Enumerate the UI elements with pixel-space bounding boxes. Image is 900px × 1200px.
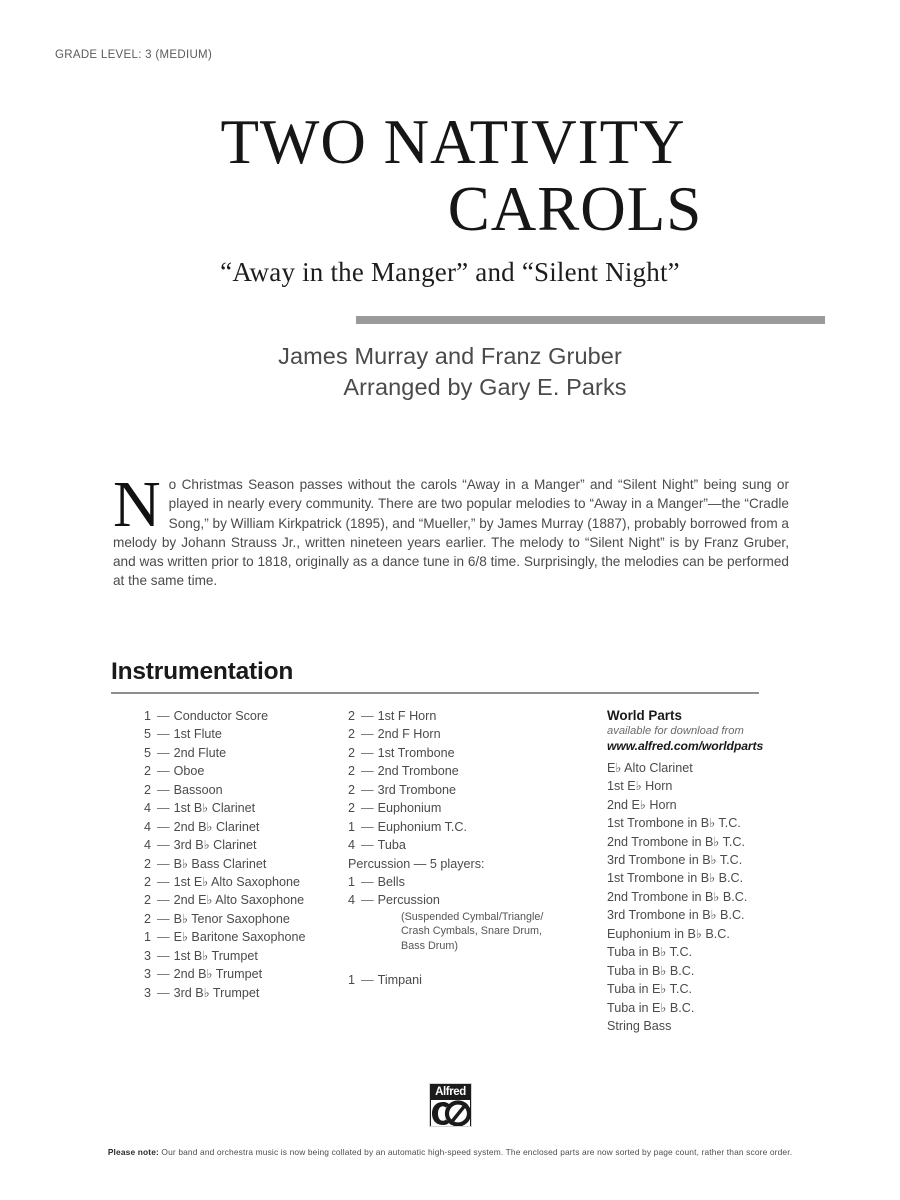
instrumentation-item xyxy=(144,725,374,743)
world-parts-title: World Parts xyxy=(607,708,682,723)
instrumentation-item-name: Tuba xyxy=(377,838,406,853)
footer-note-text: Our band and orchestra music is now being collated by an automatic high-speed system. The enclosed parts are now sorted by page count, rather than score order. xyxy=(158,1147,793,1157)
world-parts-item: Euphonium in B♭ B.C. xyxy=(607,926,730,941)
world-parts-list xyxy=(607,759,817,1036)
instrumentation-item-name: 2nd B♭ Clarinet xyxy=(173,819,260,834)
world-parts-item: Tuba in B♭ B.C. xyxy=(607,963,695,978)
instrumentation-item xyxy=(144,873,374,891)
instrumentation-item-dash: — xyxy=(157,727,170,742)
world-parts-item: 1st Trombone in B♭ T.C. xyxy=(607,816,741,831)
instrumentation-item xyxy=(144,781,374,799)
instrumentation-item-dash: — xyxy=(361,973,374,988)
instrumentation-item xyxy=(144,891,374,909)
instrumentation-item-dash: — xyxy=(361,745,374,760)
world-parts-item: Tuba in B♭ T.C. xyxy=(607,945,693,960)
title-block xyxy=(0,107,900,288)
instrumentation-item-name: E♭ Baritone Saxophone xyxy=(173,930,306,945)
instrumentation-column-2 xyxy=(348,707,578,990)
instrumentation-item-name: 1st B♭ Clarinet xyxy=(173,801,256,816)
world-parts-item: 1st E♭ Horn xyxy=(607,779,673,794)
instrumentation-item-qty: 2 xyxy=(144,911,152,926)
footer-note-label: Please note: xyxy=(107,1147,159,1157)
instrumentation-item-qty: 1 xyxy=(144,930,152,945)
instrumentation-item-name: 3rd B♭ Trumpet xyxy=(173,985,260,1000)
instrumentation-item xyxy=(144,928,374,946)
instrumentation-item-name: 1st Flute xyxy=(173,727,222,742)
drop-cap: N xyxy=(113,468,161,541)
instrumentation-item xyxy=(144,744,374,762)
alfred-wordmark: Alfred xyxy=(435,1086,466,1098)
instrumentation-item-name: Bassoon xyxy=(173,782,223,797)
program-notes xyxy=(113,468,789,591)
alfred-logo xyxy=(429,1083,472,1127)
instrumentation-item-qty: 2 xyxy=(144,782,152,797)
instrumentation-item-dash: — xyxy=(157,856,170,871)
instrumentation-item xyxy=(144,707,374,725)
instrumentation-item-qty: 2 xyxy=(348,764,356,779)
instrumentation-item xyxy=(348,781,578,799)
instrumentation-item xyxy=(348,799,578,817)
instrumentation-item-qty: 2 xyxy=(348,782,356,797)
instrumentation-item-dash: — xyxy=(361,801,374,816)
instrumentation-item xyxy=(348,725,578,743)
instrumentation-item-name: Oboe xyxy=(173,764,205,779)
instrumentation-item-qty: 2 xyxy=(348,745,356,760)
instrumentation-divider xyxy=(111,692,759,694)
instrumentation-item-dash: — xyxy=(157,709,170,723)
world-parts-item: 2nd E♭ Horn xyxy=(607,797,677,812)
instrumentation-item-name: Conductor Score xyxy=(173,709,269,723)
instrumentation-item-dash: — xyxy=(361,819,374,834)
instrumentation-item-qty: 2 xyxy=(144,893,152,908)
instrumentation-item xyxy=(348,707,578,725)
instrumentation-item-name: Timpani xyxy=(377,973,422,988)
arranger-credit: Arranged by Gary E. Parks xyxy=(343,374,627,401)
instrumentation-item-dash: — xyxy=(157,838,170,853)
instrumentation-item-name: 3rd Trombone xyxy=(377,782,456,797)
percussion-detail-line: Crash Cymbals, Snare Drum, xyxy=(401,925,542,938)
instrumentation-item-qty: 3 xyxy=(144,948,152,963)
instrumentation-item-name: 1st B♭ Trumpet xyxy=(173,948,258,963)
instrumentation-item xyxy=(348,891,578,909)
instrumentation-item xyxy=(144,799,374,817)
instrumentation-item-name: Euphonium T.C. xyxy=(377,819,467,834)
instrumentation-item-dash: — xyxy=(361,874,374,889)
instrumentation-item xyxy=(144,965,374,983)
instrumentation-item-dash: — xyxy=(157,801,170,816)
instrumentation-item xyxy=(144,818,374,836)
instrumentation-item-qty: 4 xyxy=(348,838,356,853)
instrumentation-item-name: B♭ Tenor Saxophone xyxy=(173,911,290,926)
instrumentation-item-dash: — xyxy=(157,893,170,908)
instrumentation-item-qty: 4 xyxy=(144,819,152,834)
instrumentation-item xyxy=(348,873,578,891)
instrumentation-item-name: 1st E♭ Alto Saxophone xyxy=(173,874,300,889)
instrumentation-item-qty: 2 xyxy=(144,764,152,779)
percussion-detail-line: (Suspended Cymbal/Triangle/ xyxy=(401,910,544,923)
world-parts-item: E♭ Alto Clarinet xyxy=(607,760,693,775)
instrumentation-item-name: Euphonium xyxy=(377,801,442,816)
instrumentation-item-name: 2nd E♭ Alto Saxophone xyxy=(173,893,305,908)
page-title-line-1: TWO NATIVITY xyxy=(220,107,686,177)
world-parts-item: Tuba in E♭ B.C. xyxy=(607,1000,695,1015)
world-parts-item: 1st Trombone in B♭ B.C. xyxy=(607,871,744,886)
percussion-detail-line: Bass Drum) xyxy=(401,939,458,952)
instrumentation-item-dash: — xyxy=(361,727,374,742)
instrumentation-item-qty: 5 xyxy=(144,745,152,760)
instrumentation-item-dash: — xyxy=(361,782,374,797)
instrumentation-item-dash: — xyxy=(157,764,170,779)
footer-note xyxy=(0,1147,900,1157)
instrumentation-item-name: Percussion xyxy=(377,893,440,908)
world-parts-item: 2nd Trombone in B♭ B.C. xyxy=(607,889,748,904)
composer-credit: James Murray and Franz Gruber xyxy=(278,343,622,369)
instrumentation-item-dash: — xyxy=(157,782,170,797)
instrumentation-item-qty: 2 xyxy=(144,874,152,889)
instrumentation-item xyxy=(348,744,578,762)
instrumentation-item-qty: 4 xyxy=(348,893,356,908)
instrumentation-item xyxy=(144,762,374,780)
program-notes-body: o Christmas Season passes without the carols “Away in a Manger” and “Silent Night” being sung or played in nearly every community. There are two popular melodies to “Away in a Manger”—the “Cradle Song,” by William Kirkpatrick (1895), and “Mueller,” by James Murray (1887), probably borrowed from a melody by Johann Strauss Jr., written nineteen years earlier. The melody to “Silent Night” is by Franz Gruber, and was written prior to 1818, originally as a dance tune in 6/8 time. Surprisingly, the melodies can be performed at the same time. xyxy=(113,477,789,589)
world-parts-item: String Bass xyxy=(607,1018,672,1033)
instrumentation-item-name: 1st F Horn xyxy=(377,709,437,723)
instrumentation-item xyxy=(348,836,578,854)
instrumentation-column-1 xyxy=(144,707,374,1002)
instrumentation-item-name: 3rd B♭ Clarinet xyxy=(173,838,257,853)
instrumentation-item-qty: 1 xyxy=(144,709,152,723)
instrumentation-item-qty: 2 xyxy=(348,801,356,816)
grade-level-label: GRADE LEVEL: 3 (MEDIUM) xyxy=(55,49,213,61)
instrumentation-item-dash: — xyxy=(157,948,170,963)
instrumentation-item-name: B♭ Bass Clarinet xyxy=(173,856,267,871)
world-parts-column xyxy=(607,707,817,1035)
title-divider-bar xyxy=(356,316,825,324)
instrumentation-item-qty: 2 xyxy=(144,856,152,871)
instrumentation-item-dash: — xyxy=(361,709,374,723)
instrumentation-item-name: 2nd B♭ Trumpet xyxy=(173,967,263,982)
page-subtitle: “Away in the Manger” and “Silent Night” xyxy=(220,257,680,288)
world-parts-item: 3rd Trombone in B♭ T.C. xyxy=(607,853,743,868)
instrumentation-item-dash: — xyxy=(157,819,170,834)
instrumentation-item-qty: 3 xyxy=(144,967,152,982)
world-parts-item: 3rd Trombone in B♭ B.C. xyxy=(607,908,745,923)
instrumentation-item-qty: 1 xyxy=(348,973,356,988)
instrumentation-item-qty: 5 xyxy=(144,727,152,742)
instrumentation-item-name: 2nd F Horn xyxy=(377,727,441,742)
instrumentation-item-qty: 3 xyxy=(144,985,152,1000)
percussion-header: Percussion — 5 players: xyxy=(348,856,485,871)
instrumentation-item-name: 2nd Trombone xyxy=(377,764,459,779)
instrumentation-item xyxy=(144,836,374,854)
world-parts-availability: available for download from xyxy=(607,725,744,738)
instrumentation-item xyxy=(144,947,374,965)
world-parts-item: 2nd Trombone in B♭ T.C. xyxy=(607,834,746,849)
instrumentation-item-qty: 2 xyxy=(348,727,356,742)
instrumentation-item-qty: 4 xyxy=(144,838,152,853)
alfred-monogram-icon xyxy=(431,1100,470,1126)
instrumentation-item xyxy=(348,818,578,836)
instrumentation-item-qty: 1 xyxy=(348,874,356,889)
instrumentation-item-dash: — xyxy=(157,911,170,926)
instrumentation-item-dash: — xyxy=(157,874,170,889)
instrumentation-item xyxy=(348,971,578,989)
instrumentation-item-dash: — xyxy=(157,930,170,945)
world-parts-url[interactable]: www.alfred.com/worldparts xyxy=(607,738,764,753)
instrumentation-item-name: 1st Trombone xyxy=(377,745,455,760)
instrumentation-item-qty: 1 xyxy=(348,819,356,834)
world-parts-item: Tuba in E♭ T.C. xyxy=(607,982,693,997)
list-spacer xyxy=(348,953,578,971)
instrumentation-item xyxy=(348,762,578,780)
instrumentation-item-dash: — xyxy=(361,764,374,779)
instrumentation-item-dash: — xyxy=(157,985,170,1000)
instrumentation-item xyxy=(144,910,374,928)
page-title-line-2: CAROLS xyxy=(447,174,703,245)
instrumentation-item-dash: — xyxy=(361,893,374,908)
instrumentation-heading: Instrumentation xyxy=(111,658,294,685)
instrumentation-item-dash: — xyxy=(157,745,170,760)
instrumentation-item xyxy=(144,855,374,873)
instrumentation-item-dash: — xyxy=(361,838,374,853)
instrumentation-item-qty: 2 xyxy=(348,709,356,723)
instrumentation-item xyxy=(144,984,374,1002)
credits-block xyxy=(0,341,900,404)
instrumentation-item-qty: 4 xyxy=(144,801,152,816)
instrumentation-item-name: 2nd Flute xyxy=(173,745,227,760)
instrumentation-item-dash: — xyxy=(157,967,170,982)
instrumentation-item-name: Bells xyxy=(377,874,405,889)
